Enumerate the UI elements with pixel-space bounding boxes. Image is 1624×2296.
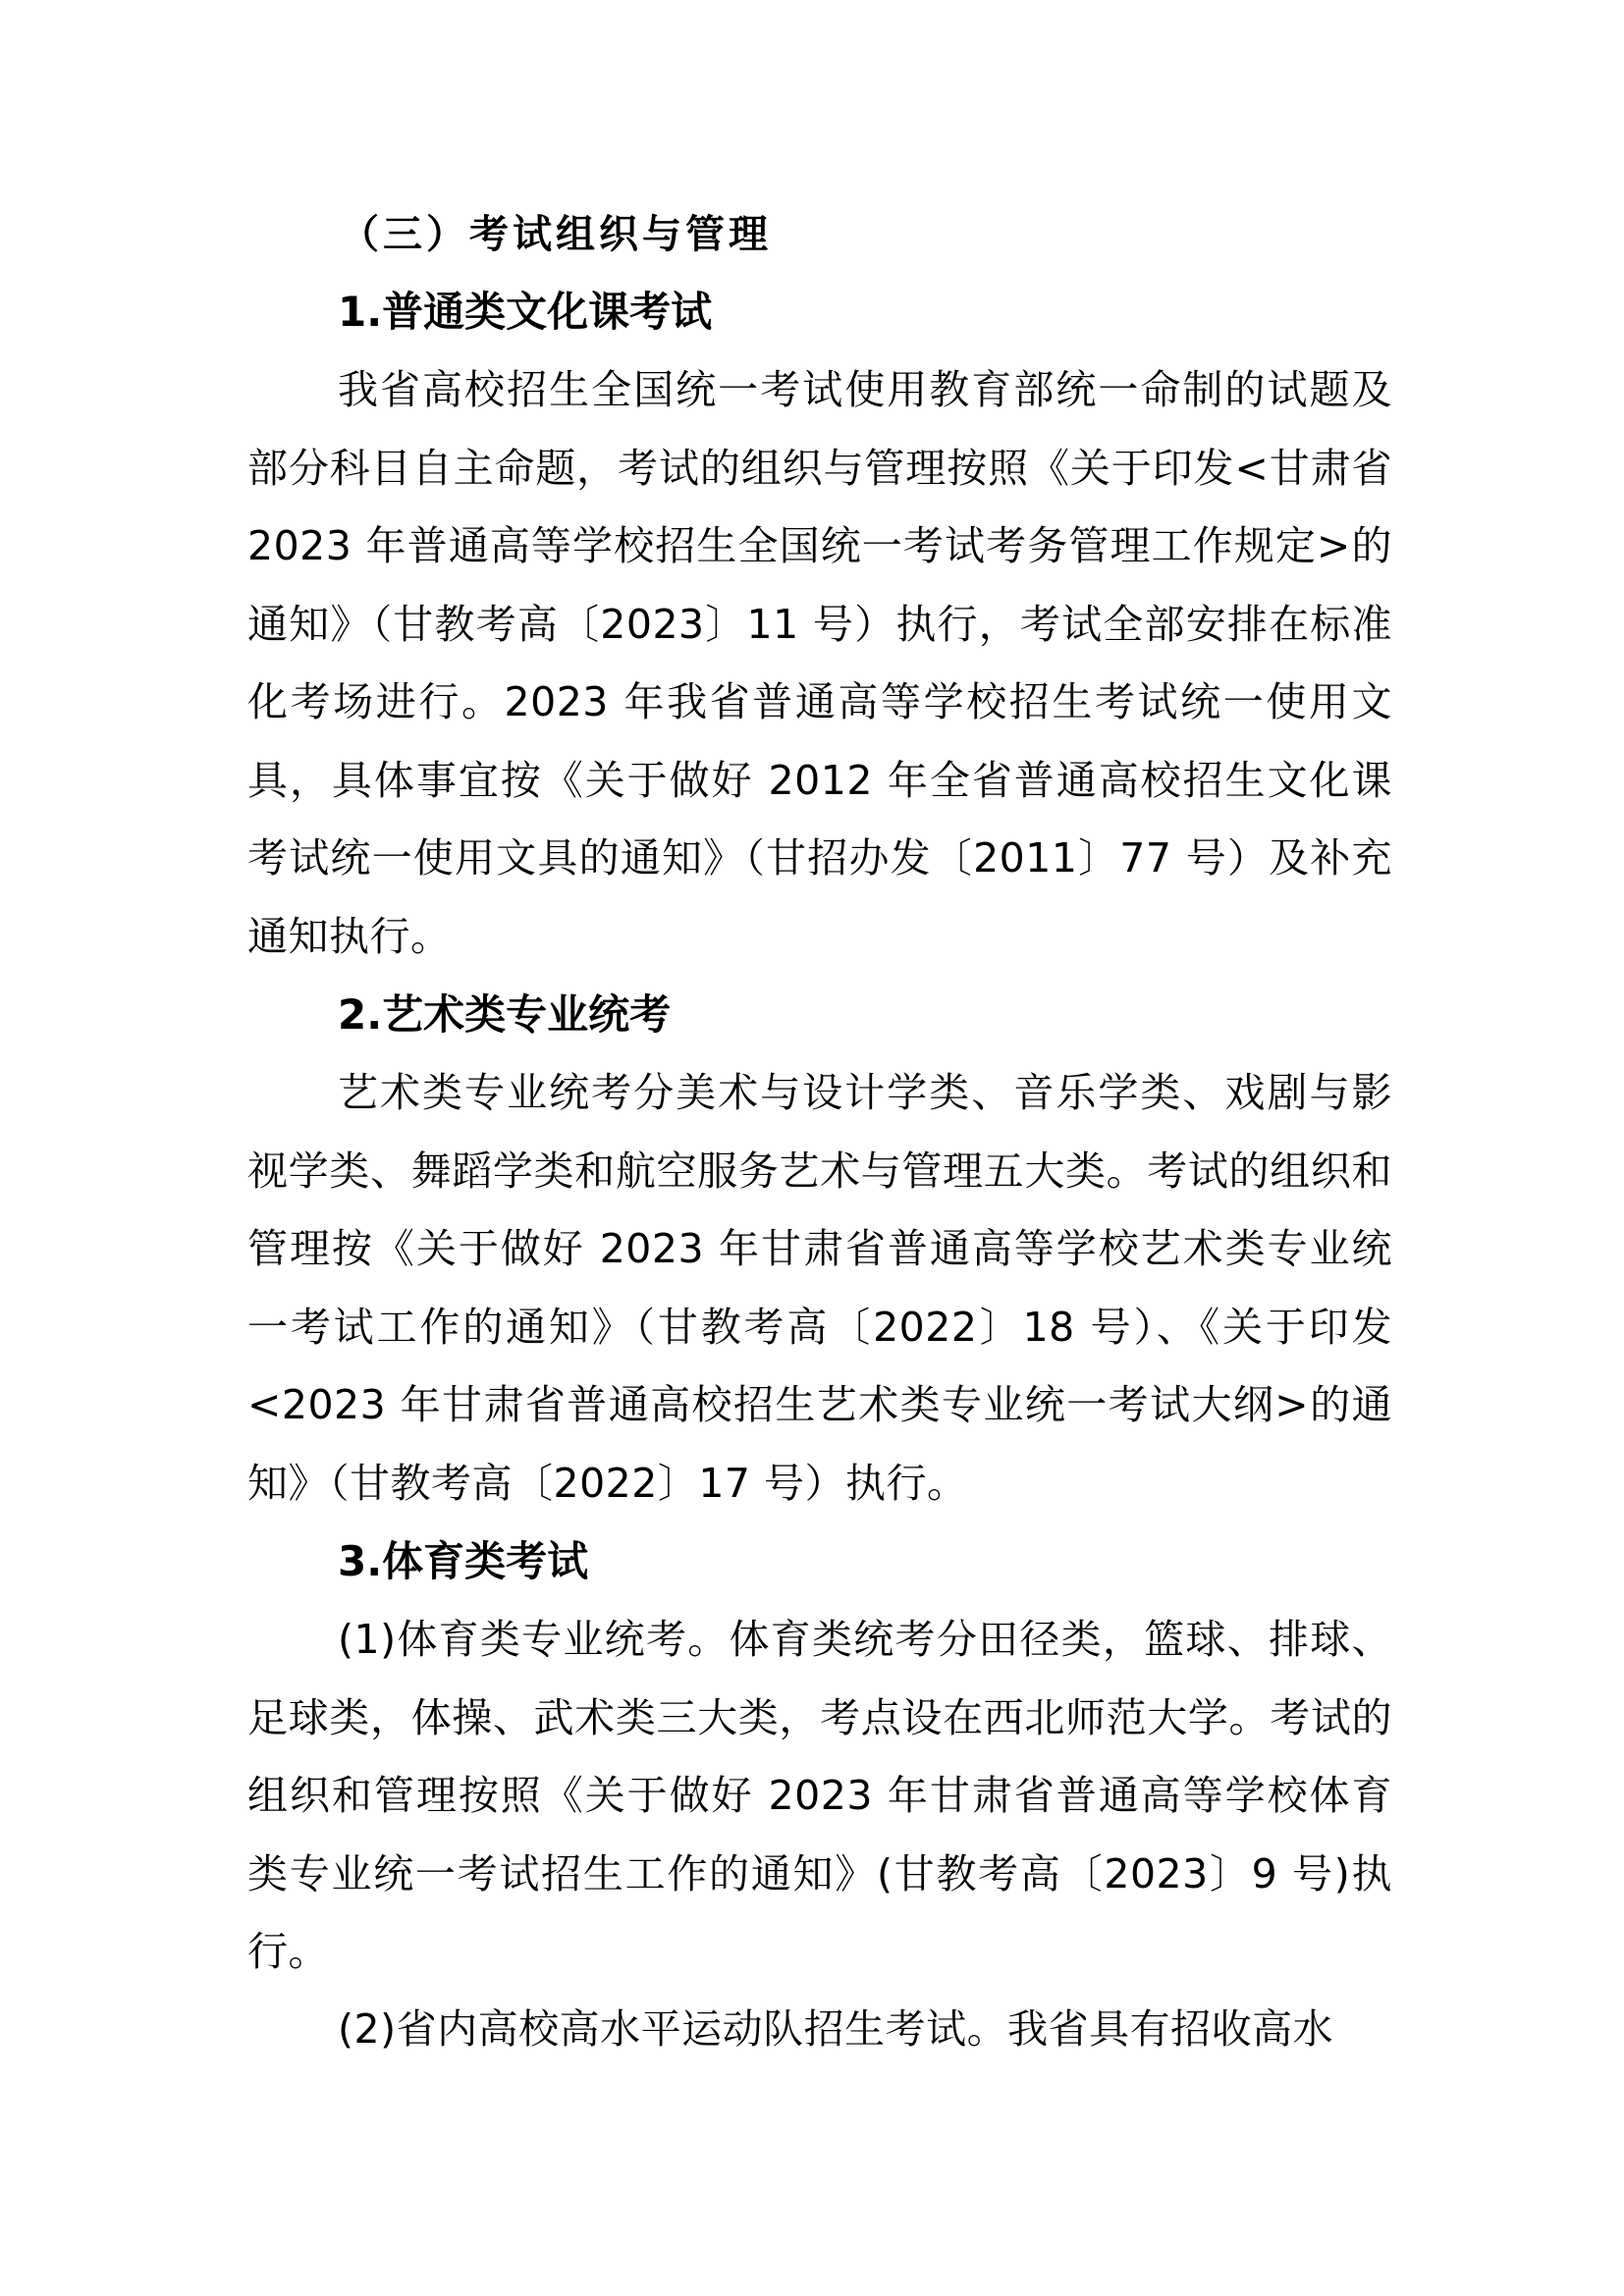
document-body xyxy=(247,196,1392,2069)
paragraph-sports-unified-exam: (1)体育类专业统考。体育类统考分田径类，篮球、排球、足球类，体操、武术类三大类，考点设在西北师范大学。考试的组织和管理按照《关于做好 2023 年甘肃省普通高等学校体育类专业统一考试招生工作的通知》(甘教考高〔2023〕9 号)执行。 xyxy=(247,1616,1392,1975)
paragraph-art-exam: 艺术类专业统考分美术与设计学类、音乐学类、戏剧与影视学类、舞蹈学类和航空服务艺术与管理五大类。考试的组织和管理按《关于做好 2023 年甘肃省普通高等学校艺术类专业统一考试工作的通知》（甘教考高〔2022〕18 号）、《关于印发<2023 年甘肃省普通高校招生艺术类专业统一考试大纲>的通知》（甘教考高〔2022〕17 号）执行。 xyxy=(247,1069,1392,1507)
section-title: （三）考试组织与管理 xyxy=(340,211,772,257)
paragraph-sports-high-level-team: (2)省内高校高水平运动队招生考试。我省具有招收高水 xyxy=(338,2005,1334,2053)
subsection-heading-sports-exam: 3.体育类考试 xyxy=(338,1537,589,1585)
subsection-heading-general-exam: 1.普通类文化课考试 xyxy=(338,288,713,336)
subsection-heading-art-exam: 2.艺术类专业统考 xyxy=(338,990,672,1039)
paragraph-general-exam: 我省高校招生全国统一考试使用教育部统一命制的试题及部分科目自主命题，考试的组织与管理按照《关于印发<甘肃省 2023 年普通高等学校招生全国统一考试考务管理工作规定>的通知》（甘教考高〔2023〕11 号）执行，考试全部安排在标准化考场进行。2023 年我省普通高等学校招生考试统一使用文具，具体事宜按《关于做好 2012 年全省普通高校招生文化课考试统一使用文具的通知》（甘招办发〔2011〕77 号）及补充通知执行。 xyxy=(247,366,1392,960)
